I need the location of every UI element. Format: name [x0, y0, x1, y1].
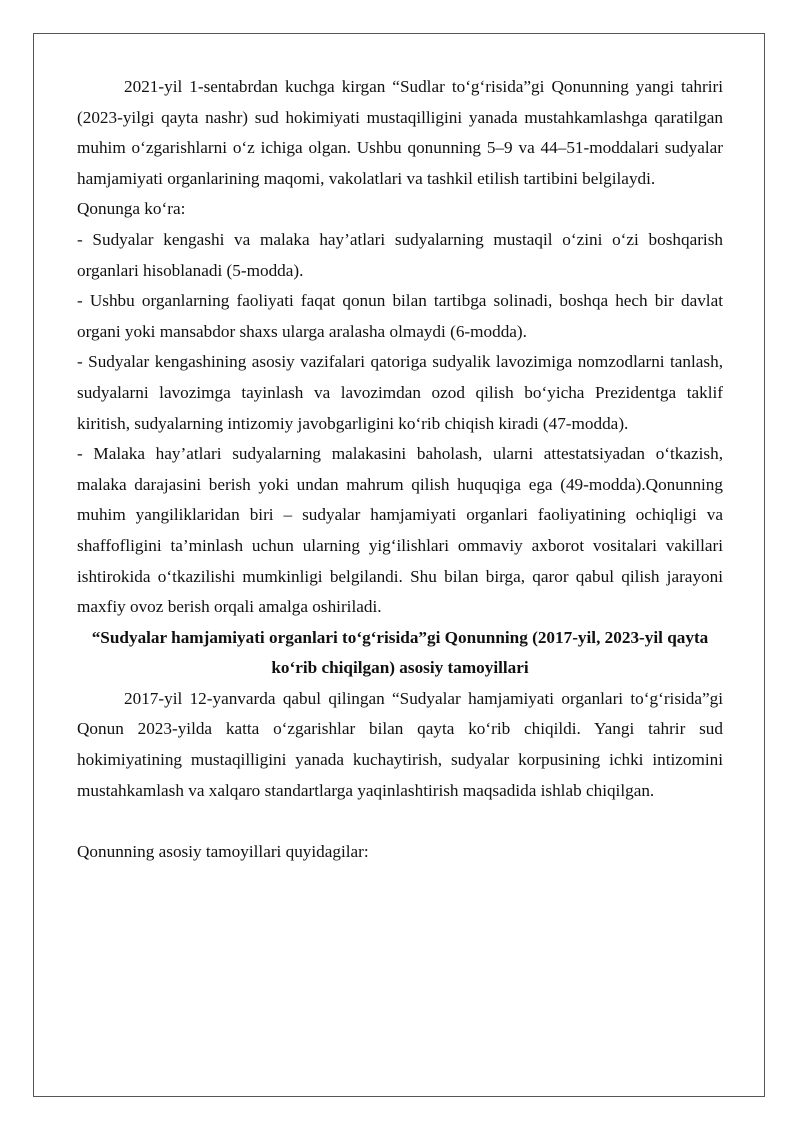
law-intro-line: Qonunga ko‘ra: [77, 199, 186, 219]
list-item-article-47: - Sudyalar kengashining asosiy vazifalari qatoriga sudyalik lavozimiga nomzodlarni tanlash, sudyalarni lavozimga tayinlash va lavozimdan ozod qilish bo‘yicha Prezidentga taklif kiritish, sudyalarning intizomiy javobgarligini ko‘rib chiqish kiradi (47-modda). [77, 352, 723, 433]
list-item-article-5: - Sudyalar kengashi va malaka hay’atlari sudyalarning mustaqil o‘zini o‘zi boshqarish organlari hisoblanadi (5-modda). [77, 229, 723, 280]
closing-line: Qonunning asosiy tamoyillari quyidagilar: [77, 841, 369, 861]
section-heading: “Sudyalar hamjamiyati organlari to‘g‘risida”gi Qonunning (2017-yil, 2023-yil qayta ko‘rib chiqilgan) asosiy tamoyillari [91, 627, 709, 678]
list-item-article-49: - Malaka hay’atlari sudyalarning malakasini baholash, ularni attestatsiyadan o‘tkazish, malaka darajasini berish yoki undan mahrum qilish huquqiga ega (49-modda).Qonunning muhim yangiliklaridan biri – sudyalar hamjamiyati organlari faoliyatining ochiqligi va shaffofligini ta’minlash uchun ularning yig‘ilishlari ommaviy axborot vositalari vakillari ishtirokida o‘tkazilishi mumkinligi belgilandi. Shu bilan birga, qaror qabul qilish jarayoni maxfiy ovoz berish orqali amalga oshiriladi. [77, 444, 723, 617]
document-body [77, 72, 723, 867]
intro-paragraph: 2021-yil 1-sentabrdan kuchga kirgan “Sudlar to‘g‘risida”gi Qonunning yangi tahriri (2023-yilgi qayta nashr) sud hokimiyati mustaqilligini yanada mustahkamlashga qaratilgan muhim o‘zgarishlarni o‘z ichiga olgan. Ushbu qonunning 5–9 va 44–51-moddalari sudyalar hamjamiyati organlarining maqomi, vakolatlari va tashkil etilish tartibini belgilaydi. [77, 77, 723, 188]
section-paragraph: 2017-yil 12-yanvarda qabul qilingan “Sudyalar hamjamiyati organlari to‘g‘risida”gi Qonun 2023-yilda katta o‘zgarishlar bilan qayta ko‘rib chiqildi. Yangi tahrir sud hokimiyatining mustaqilligini yanada kuchaytirish, sudyalar korpusining ichki intizomini mustahkamlash va xalqaro standartlarga yaqinlashtirish maqsadida ishlab chiqilgan. [77, 688, 723, 800]
blank-line [77, 806, 723, 837]
list-item-article-6: - Ushbu organlarning faoliyati faqat qonun bilan tartibga solinadi, boshqa hech bir davlat organi yoki mansabdor shaxs ularga aralasha olmaydi (6-modda). [77, 291, 723, 341]
